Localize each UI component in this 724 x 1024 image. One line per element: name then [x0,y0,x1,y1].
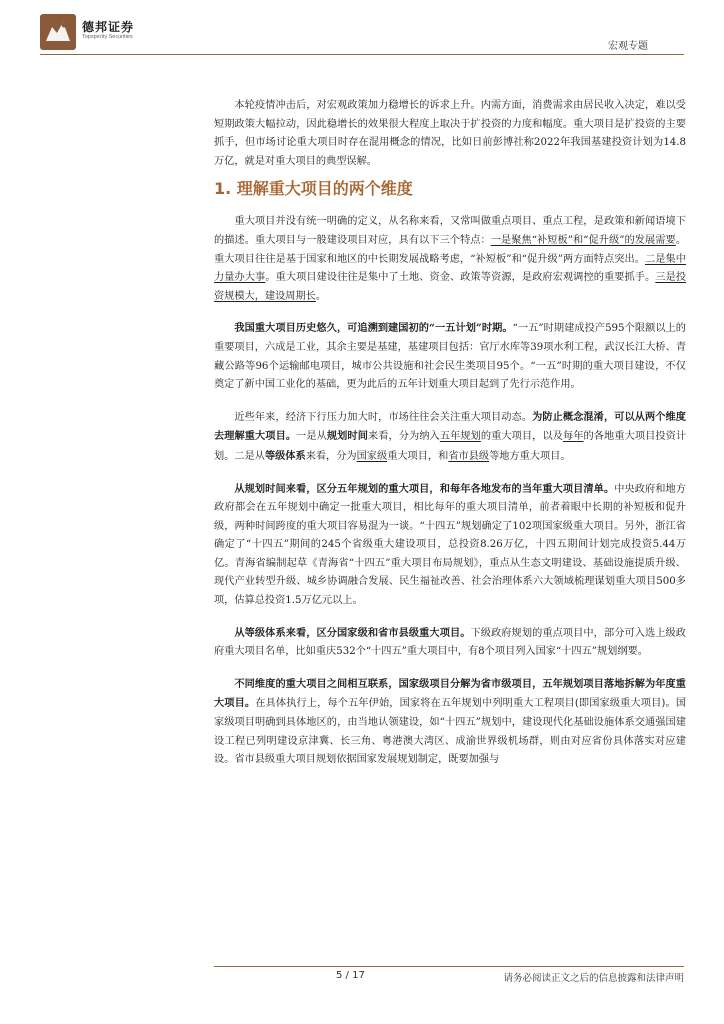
planning-time-paragraph: 从规划时间来看，区分五年规划的重大项目，和每年各地发布的当年重大项目清单。中央政府和地方政府都会在五年规划中确定一批重大项目，相比每年的重大项目清单，前者着眼中长期的补短板和促升级，两种时间跨度的重大项目容易混为一谈。“十四五”规划确定了102项国家级重大项目。另外，浙江省确定了“十四五”期间的245个省级重大建设项目，总投资8.26万亿，十四五期间计划完成投资5.44万亿。青海省编制起草《青海省“十四五”重大项目布局规划》，重点从生态文明建设、基础设施提质升级、现代产业转型升级、城乡协调融合发展、民生福祉改善、社会治理体系六大领域梳理谋划重大项目500多项，估算总投资1.5万亿元以上。 [214,482,686,607]
report-body [214,97,686,770]
dimensions-paragraph: 近些年来，经济下行压力加大时，市场往往会关注重大项目动态。为防止概念混淆，可以从两个维度去理解重大项目。一是从规划时间来看，分为纳入五年规划的重大项目，以及每年的各地重大项目投资计划。二是从等级体系来看，分为国家级重大项目，和省市县级等地方重大项目。 [214,410,687,462]
page-header [0,0,724,60]
feature-three: 三是投资规模大，建设周期长 [214,272,687,302]
page-number: 5 / 17 [336,970,365,981]
intro-paragraph: 本轮疫情冲击后，对宏观政策加力稳增长的诉求上升。内需方面，消费需求由居民收入决定，难以受短期政策大幅拉动，因此稳增长的效果很大程度上取决于扩投资的力度和幅度。重大项目是扩投资的主要抓手，但市场讨论重大项目时存在混用概念的情况，比如日前彭博社称2022年我国基建投资计划为14.8万亿，就是对重大项目的典型误解。 [214,100,686,167]
feature-one: 一是聚焦“补短板”和“促升级”的发展需要 [490,234,676,246]
section-heading: 1. 理解重大项目的两个维度 [214,179,413,199]
company-logo-icon [40,14,76,50]
history-paragraph: 我国重大项目历史悠久，可追溯到建国初的“一五计划”时期。“一五”时期建成投产595个限额以上的重要项目，六成是工业，其余主要是基建，基建项目包括：官厅水库等39项水利工程，武汉长江大桥、青藏公路等96个运输邮电项目，城市公共设施和社会民生类项目95个。“一五”时期的重大项目建设，不仅奠定了新中国工业化的基础，更为此后的五年计划重大项目起到了先行示范作用。 [214,322,686,391]
company-name-en: Topsperity Securities [82,34,133,40]
feature-two: 二是集中力量办大事 [214,253,686,284]
disclaimer-note: 请务必阅读正文之后的信息披露和法律声明 [503,973,684,984]
definition-paragraph: 重大项目并没有统一明确的定义，从名称来看，又常叫做重点项目、重点工程，是政策和新闻语境下的描述。重大项目与一般建设项目对应，具有以下三个特点：一是聚焦“补短板”和“促升级”的发展需要。重大项目往往是基于国家和地区的中长期发展战略考虑，“补短板”和“促升级”两方面特点突出。二是集中力量办大事。重大项目建设往往是集中了土地、资金、政策等资源，是政府宏观调控的重要抓手。三是投资规模大，建设周期长。 [214,216,687,302]
header-divider [40,54,684,55]
linkage-paragraph: 不同维度的重大项目之间相互联系，国家级项目分解为省市级项目，五年规划项目落地拆解为年度重大项目。在具体执行上，每个五年伊始，国家将在五年规划中列明重大工程项目(即国家级重大项目)。国家级项目明确到具体地区的，由当地认领建设，如“十四五”规划中，建设现代化基础设施体系交通强国建设工程已列明建设京津冀、长三角、粤港澳大湾区、成渝世界级机场群，则由对应省份具体落实对应建设。省市县级重大项目规划依据国家发展规划制定，既要加强与 [214,677,687,766]
company-name: 德邦证券 [82,20,135,34]
report-section-label: 宏观专题 [608,41,648,52]
tier-system-paragraph: 从等级体系来看，区分国家级和省市县级重大项目。下级政府规划的重点项目中，部分可入选上级政府重大项目名单，比如重庆532个“十四五”重大项目中，有8个项目列入国家“十四五”规划纲要。 [214,626,686,658]
footer-divider [214,966,684,967]
